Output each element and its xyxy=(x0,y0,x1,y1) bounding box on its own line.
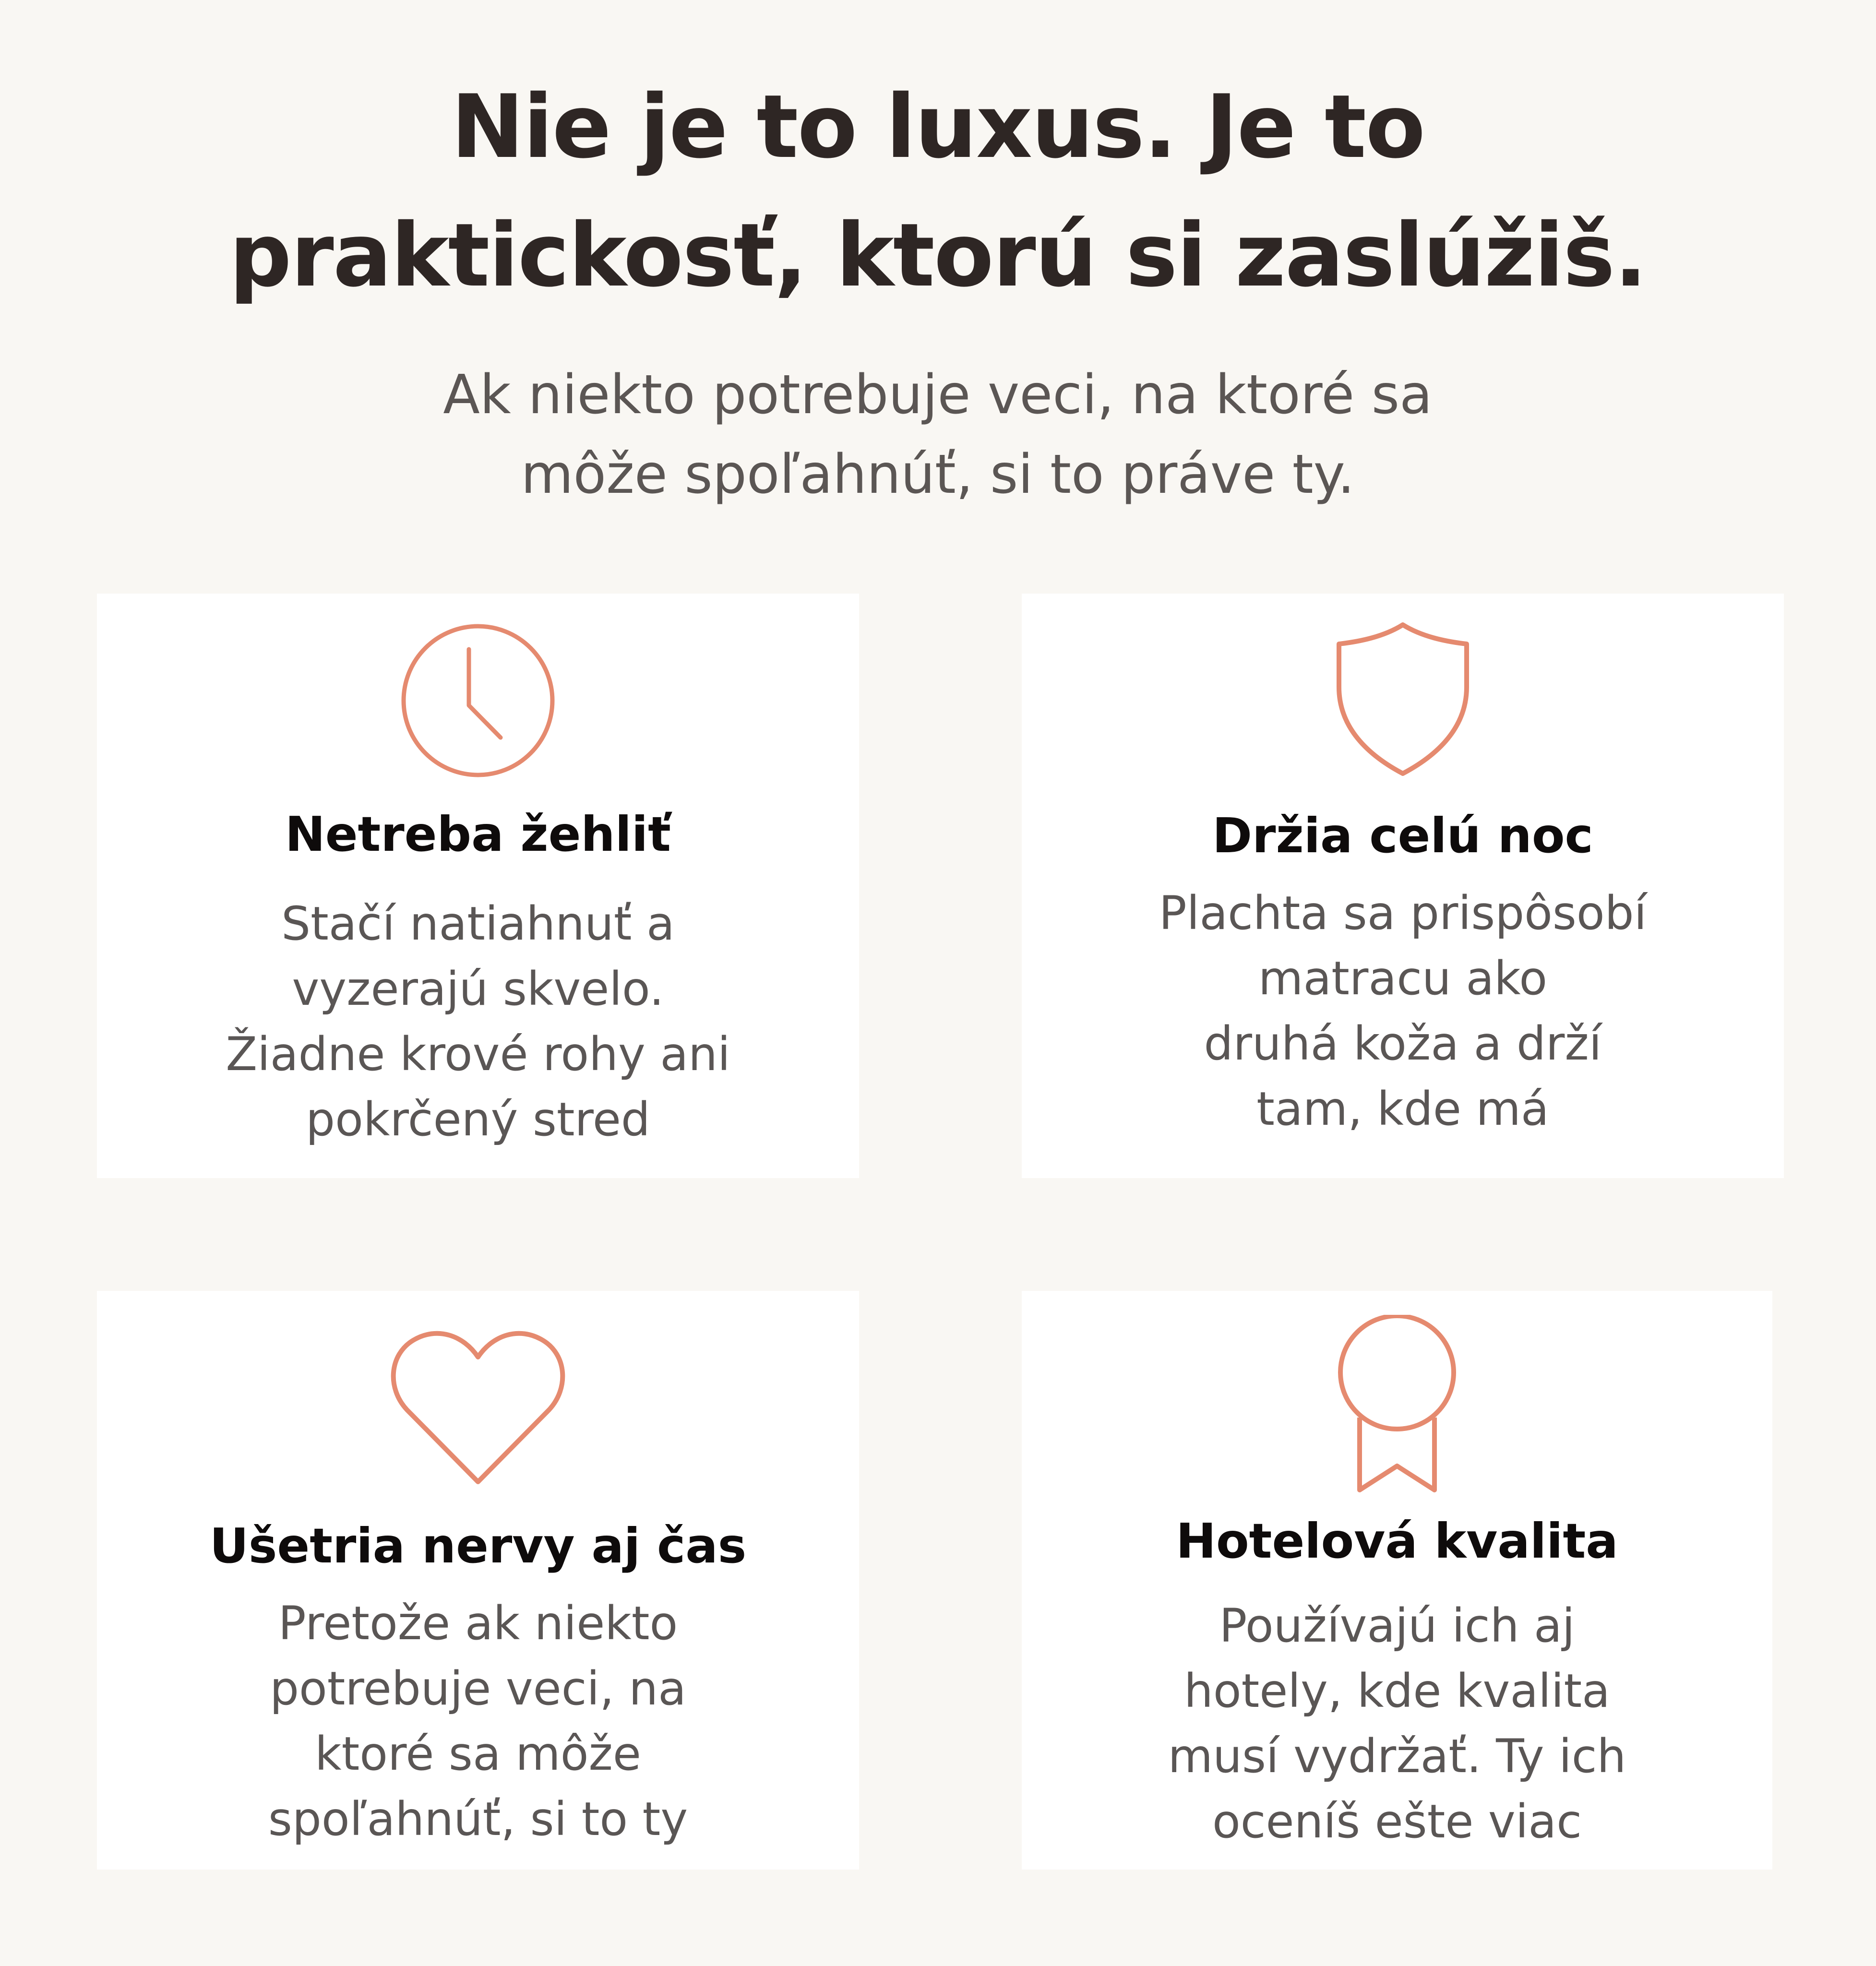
feature-title: Hotelová kvalita xyxy=(1176,1513,1618,1569)
feature-description-line: tam, kde má xyxy=(1256,1082,1549,1136)
feature-description-line: matracu ako xyxy=(1258,952,1548,1005)
feature-description-line: potrebuje veci, na xyxy=(270,1662,686,1716)
feature-description xyxy=(1022,1593,1772,1854)
feature-title: Držia celú noc xyxy=(1212,808,1593,864)
feature-description-line: spoľahnúť, si to ty xyxy=(268,1792,688,1846)
feature-description xyxy=(97,1591,859,1852)
feature-description-line: Žiadne krové rohy ani xyxy=(226,1027,730,1081)
feature-description xyxy=(97,891,859,1152)
feature-description-line: druhá koža a drží xyxy=(1204,1017,1602,1071)
headline-line-1: Nie je to luxus. Je to xyxy=(451,76,1425,178)
award-icon xyxy=(1335,1315,1459,1497)
headline-line-2: praktickosť, ktorú si zaslúžiš. xyxy=(229,204,1647,306)
shield-icon xyxy=(1333,620,1472,778)
heart-icon xyxy=(387,1328,569,1487)
feature-description xyxy=(1022,881,1784,1142)
feature-description-line: Pretože ak niekto xyxy=(278,1597,678,1650)
feature-description-line: pokrčený stred xyxy=(306,1093,650,1146)
subheadline-line-1: Ak niekto potrebuje veci, na ktoré sa xyxy=(443,364,1433,426)
feature-description-line: hotely, kde kvalita xyxy=(1184,1664,1610,1718)
feature-description-line: Plachta sa prispôsobí xyxy=(1159,886,1647,940)
feature-description-line: ktoré sa môže xyxy=(315,1727,641,1781)
feature-card-hotel-quality xyxy=(1022,1291,1772,1870)
subheadline-line-2: môže spoľahnúť, si to práve ty. xyxy=(521,443,1355,506)
feature-description-line: oceníš ešte viac xyxy=(1212,1795,1582,1848)
feature-description-line: vyzerajú skvelo. xyxy=(292,962,664,1016)
clock-icon xyxy=(399,621,557,780)
feature-card-saves-time xyxy=(97,1291,859,1870)
feature-description-line: Stačí natiahnuť a xyxy=(281,897,675,951)
subheadline xyxy=(314,355,1562,514)
feature-title: Ušetria nervy aj čas xyxy=(209,1518,747,1574)
headline xyxy=(170,62,1706,320)
feature-description-line: musí vydržať. Ty ich xyxy=(1168,1729,1626,1783)
feature-card-holds-all-night xyxy=(1022,594,1784,1178)
feature-card-no-ironing xyxy=(97,594,859,1178)
feature-title: Netreba žehliť xyxy=(285,806,671,862)
feature-description-line: Používajú ich aj xyxy=(1219,1599,1575,1653)
